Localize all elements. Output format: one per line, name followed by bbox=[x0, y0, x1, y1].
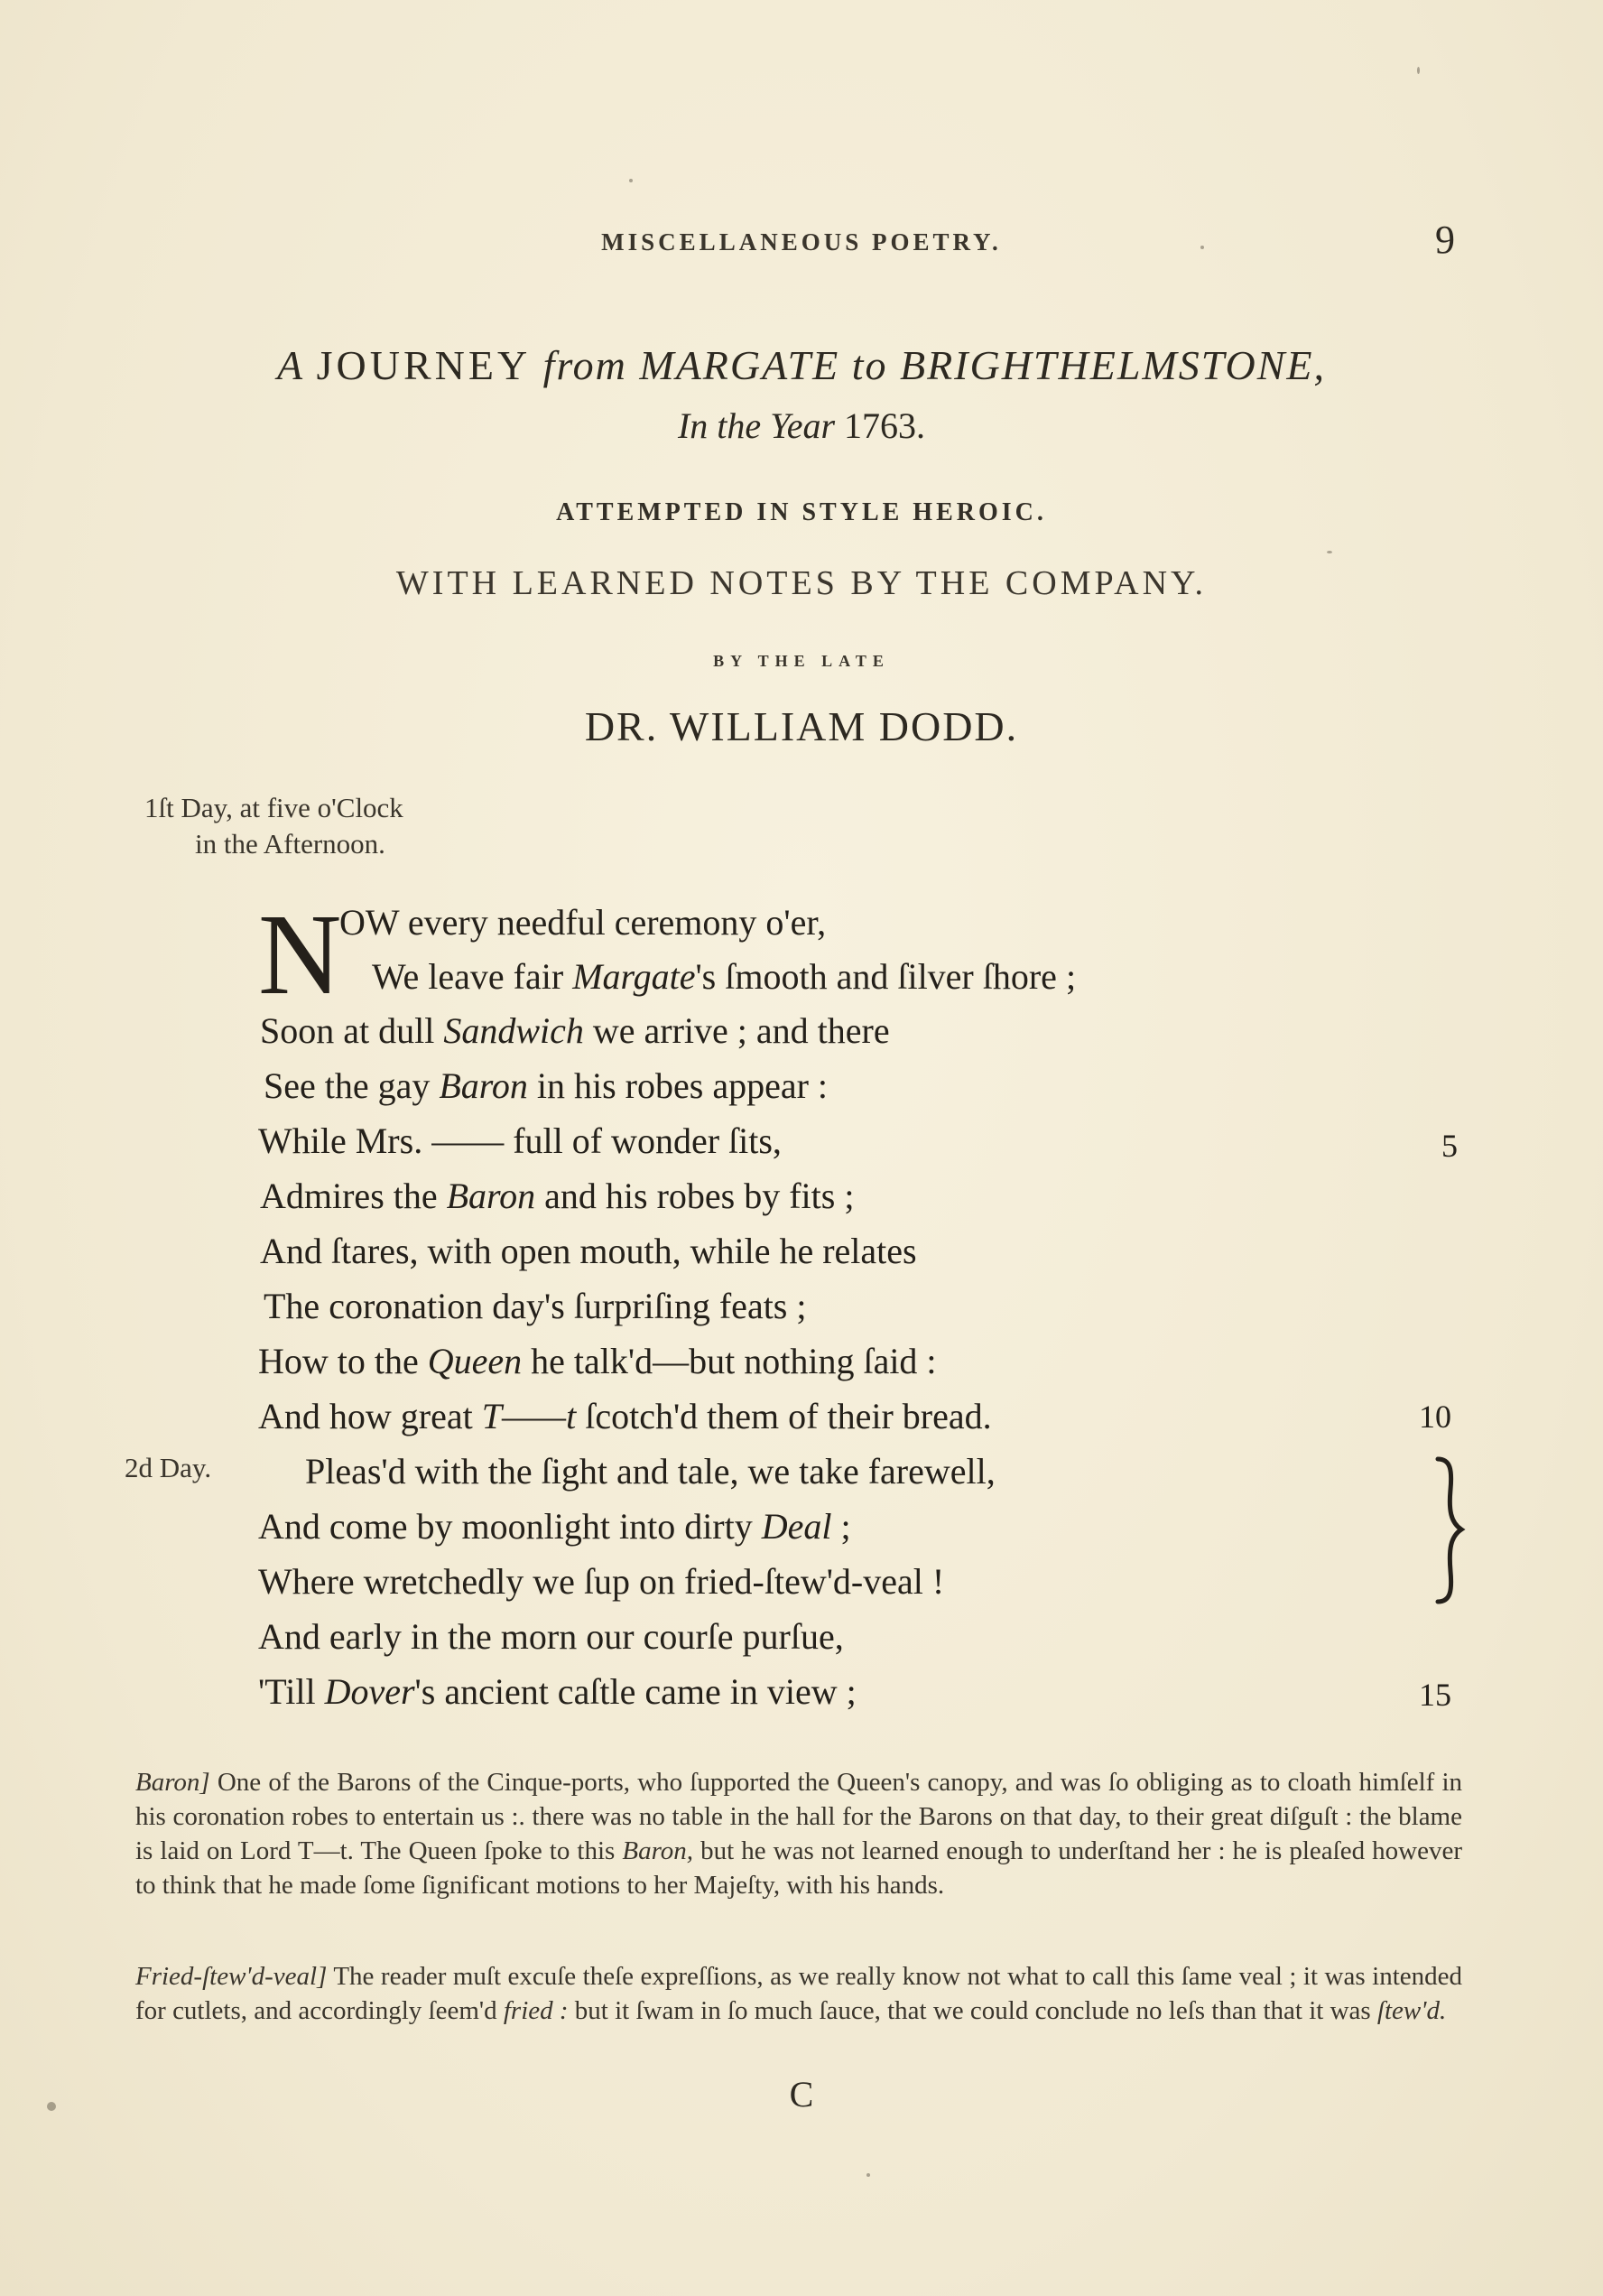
paper-speck bbox=[1200, 246, 1204, 249]
footnote-baron-label: Baron] bbox=[135, 1768, 210, 1797]
poem-year-line bbox=[0, 404, 1603, 447]
footnote-veal-label: Fried-ſtew'd-veal] bbox=[135, 1962, 328, 1991]
subtitle-style: ATTEMPTED IN STYLE HEROIC. bbox=[556, 498, 1047, 526]
title-to: to bbox=[851, 342, 888, 388]
title-margate: MARGATE bbox=[639, 342, 840, 388]
poem-line: Pleas'd with the ſight and tale, we take farewell, bbox=[305, 1451, 996, 1492]
poem-line: And ſtares, with open mouth, while he relates bbox=[260, 1231, 917, 1271]
triplet-brace-icon bbox=[1431, 1454, 1467, 1607]
page-number: 9 bbox=[1435, 218, 1455, 262]
signature-mark: C bbox=[789, 2074, 814, 2115]
poem-line: Where wretchedly we ſup on fried-ſtew'd-veal ! bbox=[258, 1561, 945, 1602]
paper-speck bbox=[866, 2173, 870, 2177]
poem-line: We leave fair Margate's ſmooth and ſilver ſhore ; bbox=[372, 956, 1077, 997]
line-number-15: 15 bbox=[1419, 1677, 1451, 1713]
title-journey: JOURNEY bbox=[316, 342, 532, 388]
paper-speck bbox=[1327, 551, 1332, 553]
footnote-baron: Baron] One of the Barons of the Cinque-ports, who ſupported the Queen's canopy, and was ſo obliging as to cloath himſelf in his coronation robes to entertain us :. there was no table in the hall for the Barons on that day, to their great diſguſt : the blame is laid on Lord T—t. The Queen ſpoke to this Baron, but he was not learned enough to underſtand her : he is pleaſed however to think that he made ſome ſignificant motions to her Majeſty, with his hands. bbox=[135, 1768, 1462, 1900]
poem-line: And come by moonlight into dirty Deal ; bbox=[258, 1506, 851, 1547]
footnote-veal: Fried-ſtew'd-veal] The reader muſt excuſe theſe expreſſions, as we really know not what to call this ſame veal ; it was intended for cutlets, and accordingly ſeem'd fried : but it ſwam in ſo much ſauce, that we could conclude no leſs than that it was ſtew'd. bbox=[135, 1962, 1462, 2025]
title-from: from bbox=[542, 342, 627, 388]
margin-note-day1-afternoon: in the Afternoon. bbox=[195, 828, 385, 860]
byline: BY THE LATE bbox=[713, 652, 890, 670]
poem-line: And how great T——t ſcotch'd them of their bread. bbox=[258, 1396, 992, 1436]
drop-cap: N bbox=[258, 890, 342, 1018]
year-label: In the Year bbox=[677, 405, 836, 446]
poem-title bbox=[0, 341, 1603, 389]
poem-line: OW every needful ceremony o'er, bbox=[339, 902, 827, 943]
margin-note-day2: 2d Day. bbox=[125, 1452, 212, 1483]
poem-line: How to the Queen he talk'd—but nothing ſaid : bbox=[258, 1341, 937, 1381]
poem-line: See the gay Baron in his robes appear : bbox=[264, 1065, 829, 1106]
poem-line: The coronation day's ſurpriſing feats ; bbox=[264, 1286, 807, 1326]
paper-speck bbox=[47, 2102, 56, 2111]
author-name: DR. WILLIAM DODD. bbox=[584, 703, 1019, 749]
line-number-5: 5 bbox=[1441, 1128, 1458, 1164]
year-value: 1763. bbox=[844, 405, 926, 446]
line-number-10: 10 bbox=[1419, 1399, 1451, 1435]
running-head: MISCELLANEOUS POETRY. bbox=[601, 228, 1002, 256]
poem-line: Admires the Baron and his robes by fits ; bbox=[260, 1176, 855, 1216]
poem-line: Soon at dull Sandwich we arrive ; and there bbox=[260, 1010, 890, 1051]
margin-note-day1-time: 1ſt Day, at five o'Clock bbox=[144, 792, 403, 823]
subtitle-notes: WITH LEARNED NOTES BY THE COMPANY. bbox=[395, 564, 1208, 602]
title-article: A bbox=[277, 342, 305, 388]
poem-line: While Mrs. —— full of wonder ſits, bbox=[258, 1120, 782, 1161]
paper-speck bbox=[1417, 67, 1420, 74]
paper-speck bbox=[629, 179, 633, 182]
title-brighthelmstone: BRIGHTHELMSTONE, bbox=[899, 342, 1326, 388]
poem-line: And early in the morn our courſe purſue, bbox=[258, 1616, 844, 1657]
poem-line: 'Till Dover's ancient caſtle came in view ; bbox=[258, 1671, 857, 1712]
